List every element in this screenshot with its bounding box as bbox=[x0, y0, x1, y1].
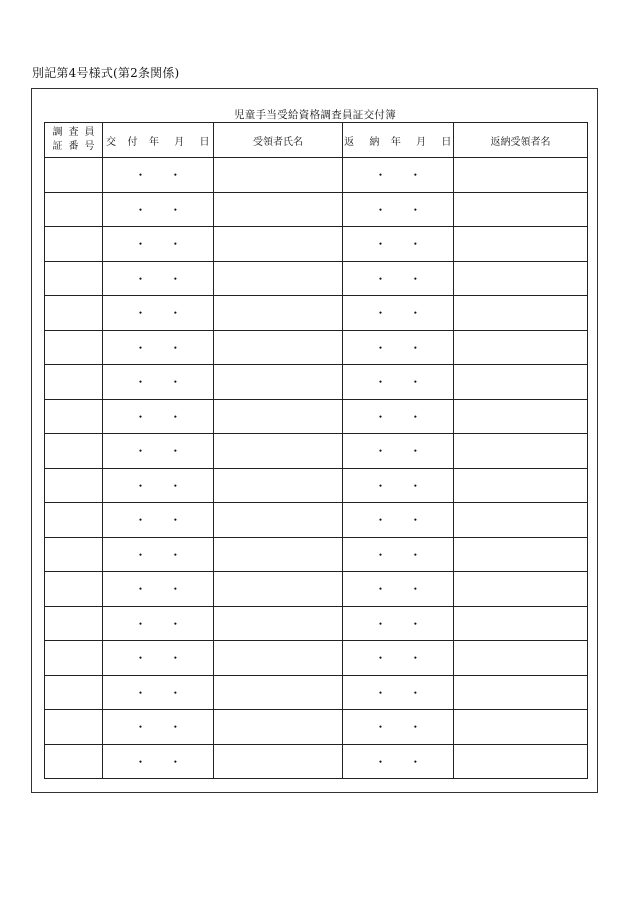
date-placeholder: ・ ・ bbox=[374, 409, 422, 424]
issue-date-cell[interactable] bbox=[103, 330, 214, 365]
table-row bbox=[45, 365, 588, 400]
issue-date-cell[interactable] bbox=[103, 537, 214, 572]
date-placeholder: ・ ・ bbox=[134, 168, 182, 183]
cert-number-cell[interactable] bbox=[45, 158, 103, 193]
cert-number-cell[interactable] bbox=[45, 365, 103, 400]
return-date-cell[interactable] bbox=[343, 434, 454, 469]
date-placeholder: ・ ・ bbox=[374, 237, 422, 252]
table-row bbox=[45, 399, 588, 434]
issue-date-cell[interactable] bbox=[103, 261, 214, 296]
return-date-cell[interactable] bbox=[343, 158, 454, 193]
issue-date-cell[interactable] bbox=[103, 192, 214, 227]
date-placeholder: ・ ・ bbox=[374, 547, 422, 562]
return-recipient-name-cell[interactable] bbox=[454, 330, 588, 365]
return-recipient-name-cell[interactable] bbox=[454, 227, 588, 262]
recipient-name-cell[interactable] bbox=[214, 330, 343, 365]
date-placeholder: ・ ・ bbox=[134, 685, 182, 700]
table-row bbox=[45, 261, 588, 296]
date-placeholder: ・ ・ bbox=[374, 720, 422, 735]
table-row bbox=[45, 158, 588, 193]
date-placeholder: ・ ・ bbox=[134, 478, 182, 493]
recipient-name-cell[interactable] bbox=[214, 744, 343, 779]
date-placeholder: ・ ・ bbox=[134, 754, 182, 769]
return-recipient-name-cell[interactable] bbox=[454, 641, 588, 676]
cert-number-cell[interactable] bbox=[45, 503, 103, 538]
table-row bbox=[45, 434, 588, 469]
table-row bbox=[45, 606, 588, 641]
header-cert-number-line1: 調査員 bbox=[52, 127, 101, 138]
return-recipient-name-cell[interactable] bbox=[454, 710, 588, 745]
date-placeholder: ・ ・ bbox=[374, 202, 422, 217]
recipient-name-cell[interactable] bbox=[214, 572, 343, 607]
return-recipient-name-cell[interactable] bbox=[454, 261, 588, 296]
cert-number-cell[interactable] bbox=[45, 572, 103, 607]
header-recipient-name bbox=[214, 123, 343, 158]
header-recipient-name-label: 受領者氏名 bbox=[253, 136, 303, 148]
recipient-name-cell[interactable] bbox=[214, 710, 343, 745]
date-placeholder: ・ ・ bbox=[134, 409, 182, 424]
table-row bbox=[45, 641, 588, 676]
cert-number-cell[interactable] bbox=[45, 675, 103, 710]
date-placeholder: ・ ・ bbox=[134, 651, 182, 666]
cert-number-cell[interactable] bbox=[45, 227, 103, 262]
cert-number-cell[interactable] bbox=[45, 710, 103, 745]
return-recipient-name-cell[interactable] bbox=[454, 296, 588, 331]
date-placeholder: ・ ・ bbox=[134, 582, 182, 597]
register-body bbox=[45, 158, 588, 779]
return-recipient-name-cell[interactable] bbox=[454, 606, 588, 641]
return-recipient-name-cell[interactable] bbox=[454, 365, 588, 400]
return-date-cell[interactable] bbox=[343, 192, 454, 227]
recipient-name-cell[interactable] bbox=[214, 296, 343, 331]
recipient-name-cell[interactable] bbox=[214, 468, 343, 503]
issue-date-cell[interactable] bbox=[103, 434, 214, 469]
issue-date-cell[interactable] bbox=[103, 744, 214, 779]
table-row bbox=[45, 675, 588, 710]
date-placeholder: ・ ・ bbox=[374, 513, 422, 528]
issue-date-cell[interactable] bbox=[103, 503, 214, 538]
return-date-cell[interactable] bbox=[343, 572, 454, 607]
return-recipient-name-cell[interactable] bbox=[454, 537, 588, 572]
recipient-name-cell[interactable] bbox=[214, 503, 343, 538]
recipient-name-cell[interactable] bbox=[214, 641, 343, 676]
form-number-label: 別記第4号様式(第2条関係) bbox=[32, 66, 180, 80]
date-placeholder: ・ ・ bbox=[134, 237, 182, 252]
return-date-cell[interactable] bbox=[343, 468, 454, 503]
date-placeholder: ・ ・ bbox=[374, 754, 422, 769]
date-placeholder: ・ ・ bbox=[134, 616, 182, 631]
return-recipient-name-cell[interactable] bbox=[454, 675, 588, 710]
table-row bbox=[45, 296, 588, 331]
table-row bbox=[45, 710, 588, 745]
header-issue-date bbox=[103, 123, 214, 158]
cert-number-cell[interactable] bbox=[45, 399, 103, 434]
date-placeholder: ・ ・ bbox=[374, 651, 422, 666]
date-placeholder: ・ ・ bbox=[374, 306, 422, 321]
header-cert-number bbox=[45, 123, 103, 158]
recipient-name-cell[interactable] bbox=[214, 192, 343, 227]
return-recipient-name-cell[interactable] bbox=[454, 434, 588, 469]
table-row bbox=[45, 330, 588, 365]
cert-number-cell[interactable] bbox=[45, 261, 103, 296]
return-recipient-name-cell[interactable] bbox=[454, 468, 588, 503]
table-row bbox=[45, 537, 588, 572]
date-placeholder: ・ ・ bbox=[374, 444, 422, 459]
date-placeholder: ・ ・ bbox=[374, 375, 422, 390]
date-placeholder: ・ ・ bbox=[134, 340, 182, 355]
register-table bbox=[44, 122, 588, 779]
date-placeholder: ・ ・ bbox=[134, 202, 182, 217]
cert-number-cell[interactable] bbox=[45, 434, 103, 469]
cert-number-cell[interactable] bbox=[45, 330, 103, 365]
recipient-name-cell[interactable] bbox=[214, 606, 343, 641]
issue-date-cell[interactable] bbox=[103, 468, 214, 503]
return-date-cell[interactable] bbox=[343, 744, 454, 779]
table-row bbox=[45, 503, 588, 538]
recipient-name-cell[interactable] bbox=[214, 537, 343, 572]
recipient-name-cell[interactable] bbox=[214, 158, 343, 193]
issue-date-cell[interactable] bbox=[103, 710, 214, 745]
date-placeholder: ・ ・ bbox=[134, 720, 182, 735]
return-date-cell[interactable] bbox=[343, 330, 454, 365]
date-placeholder: ・ ・ bbox=[374, 340, 422, 355]
date-placeholder: ・ ・ bbox=[134, 547, 182, 562]
return-date-cell[interactable] bbox=[343, 365, 454, 400]
header-return-date-label: 返 納 年 月 日 bbox=[344, 136, 452, 148]
cert-number-cell[interactable] bbox=[45, 468, 103, 503]
return-recipient-name-cell[interactable] bbox=[454, 744, 588, 779]
cert-number-cell[interactable] bbox=[45, 192, 103, 227]
return-date-cell[interactable] bbox=[343, 261, 454, 296]
cert-number-cell[interactable] bbox=[45, 641, 103, 676]
return-recipient-name-cell[interactable] bbox=[454, 399, 588, 434]
header-return-recipient-name-label: 返納受領者名 bbox=[490, 136, 551, 148]
date-placeholder: ・ ・ bbox=[134, 513, 182, 528]
date-placeholder: ・ ・ bbox=[374, 616, 422, 631]
date-placeholder: ・ ・ bbox=[374, 271, 422, 286]
date-placeholder: ・ ・ bbox=[374, 685, 422, 700]
return-date-cell[interactable] bbox=[343, 710, 454, 745]
issue-date-cell[interactable] bbox=[103, 606, 214, 641]
return-recipient-name-cell[interactable] bbox=[454, 572, 588, 607]
recipient-name-cell[interactable] bbox=[214, 675, 343, 710]
issue-date-cell[interactable] bbox=[103, 296, 214, 331]
header-row bbox=[45, 123, 588, 158]
header-issue-date-label: 交 付 年 月 日 bbox=[105, 136, 210, 148]
issue-date-cell[interactable] bbox=[103, 572, 214, 607]
table-row bbox=[45, 572, 588, 607]
return-date-cell[interactable] bbox=[343, 296, 454, 331]
issue-date-cell[interactable] bbox=[103, 399, 214, 434]
date-placeholder: ・ ・ bbox=[134, 375, 182, 390]
return-date-cell[interactable] bbox=[343, 606, 454, 641]
return-date-cell[interactable] bbox=[343, 537, 454, 572]
date-placeholder: ・ ・ bbox=[374, 168, 422, 183]
recipient-name-cell[interactable] bbox=[214, 227, 343, 262]
recipient-name-cell[interactable] bbox=[214, 261, 343, 296]
cert-number-cell[interactable] bbox=[45, 537, 103, 572]
date-placeholder: ・ ・ bbox=[374, 478, 422, 493]
return-date-cell[interactable] bbox=[343, 503, 454, 538]
register-title: 児童手当受給資格調査員証交付簿 bbox=[234, 109, 396, 121]
date-placeholder: ・ ・ bbox=[374, 582, 422, 597]
header-return-date bbox=[343, 123, 454, 158]
issue-date-cell[interactable] bbox=[103, 675, 214, 710]
table-row bbox=[45, 468, 588, 503]
return-date-cell[interactable] bbox=[343, 641, 454, 676]
issue-date-cell[interactable] bbox=[103, 158, 214, 193]
return-date-cell[interactable] bbox=[343, 399, 454, 434]
issue-date-cell[interactable] bbox=[103, 641, 214, 676]
date-placeholder: ・ ・ bbox=[134, 271, 182, 286]
cert-number-cell[interactable] bbox=[45, 744, 103, 779]
issue-date-cell[interactable] bbox=[103, 365, 214, 400]
recipient-name-cell[interactable] bbox=[214, 365, 343, 400]
date-placeholder: ・ ・ bbox=[134, 444, 182, 459]
return-date-cell[interactable] bbox=[343, 675, 454, 710]
recipient-name-cell[interactable] bbox=[214, 399, 343, 434]
table-row bbox=[45, 744, 588, 779]
cert-number-cell[interactable] bbox=[45, 606, 103, 641]
table-row bbox=[45, 192, 588, 227]
return-recipient-name-cell[interactable] bbox=[454, 192, 588, 227]
return-date-cell[interactable] bbox=[343, 227, 454, 262]
cert-number-cell[interactable] bbox=[45, 296, 103, 331]
date-placeholder: ・ ・ bbox=[134, 306, 182, 321]
table-row bbox=[45, 227, 588, 262]
return-recipient-name-cell[interactable] bbox=[454, 503, 588, 538]
return-recipient-name-cell[interactable] bbox=[454, 158, 588, 193]
header-return-recipient-name bbox=[454, 123, 588, 158]
issue-date-cell[interactable] bbox=[103, 227, 214, 262]
recipient-name-cell[interactable] bbox=[214, 434, 343, 469]
header-cert-number-line2: 証番号 bbox=[52, 141, 101, 152]
